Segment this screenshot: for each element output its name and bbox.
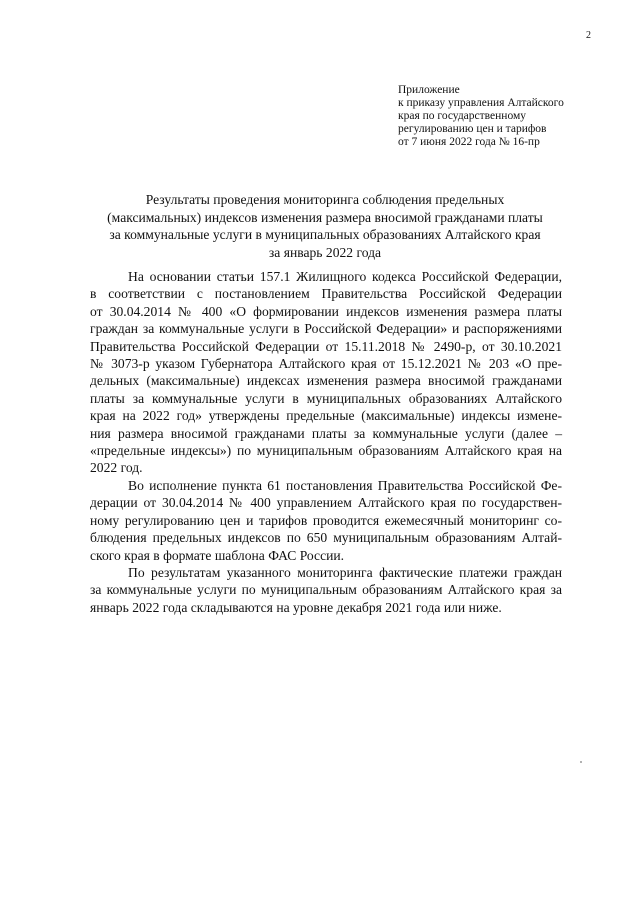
appendix-line: Приложение bbox=[398, 84, 460, 96]
text-line: платы за коммунальные услуги в муниципальных образованиях Алтайского bbox=[90, 390, 562, 406]
text-line: в соответствии с постановлением Правительства Российской Федерации bbox=[90, 286, 562, 302]
text-line: № 3073-р указом Губернатора Алтайского края от 15.12.2021 № 203 «О пре- bbox=[90, 356, 562, 372]
text-line: дельных (максимальные) индексах изменения размера вносимой гражданами bbox=[90, 373, 562, 389]
appendix-header bbox=[398, 84, 618, 149]
text-line: январь 2022 года складываются на уровне декабря 2021 года или ниже. bbox=[90, 599, 502, 615]
document-body bbox=[90, 268, 562, 616]
title-line: за коммунальные услуги в муниципальных образованиях Алтайского края bbox=[109, 227, 541, 242]
text-line: 2022 год. bbox=[90, 460, 143, 476]
paragraph-monitoring bbox=[90, 477, 562, 564]
text-line: за коммунальные услуги по муниципальным образованиям Алтайского края за bbox=[90, 582, 562, 598]
appendix-line: регулированию цен и тарифов bbox=[398, 123, 547, 135]
appendix-line: к приказу управления Алтайского bbox=[398, 97, 564, 109]
text-line: края на 2022 год» утверждены предельные (максимальные) индексы измене- bbox=[90, 408, 562, 424]
appendix-line: от 7 июня 2022 года № 16-пр bbox=[398, 136, 540, 148]
scan-speck bbox=[580, 761, 582, 763]
text-line: На основании статьи 157.1 Жилищного кодекса Российской Федерации, bbox=[128, 269, 562, 284]
text-line: граждан за коммунальные услуги в Российской Федерации» и распоряжениями bbox=[90, 321, 562, 337]
text-line: «предельные индексы») по муниципальным образованиям Алтайского края на bbox=[90, 443, 562, 459]
text-line: По результатам указанного мониторинга фактические платежи граждан bbox=[128, 564, 562, 580]
paragraph-legal-basis bbox=[90, 268, 562, 477]
title-line: (максимальных) индексов изменения размера вносимой гражданами платы bbox=[107, 209, 543, 225]
document-title bbox=[88, 191, 562, 261]
text-line: Во исполнение пункта 61 постановления Правительства Российской Фе- bbox=[128, 477, 562, 493]
text-line: от 30.04.2014 № 400 «О формировании индексов изменения размера платы bbox=[90, 303, 562, 319]
title-line: за январь 2022 года bbox=[268, 244, 382, 260]
text-line: ния размера вносимой гражданами платы за коммунальные услуги (далее – bbox=[90, 425, 562, 441]
title-line: Результаты проведения мониторинга соблюдения предельных bbox=[145, 192, 505, 207]
text-line: блюдения предельных индексов по 650 муниципальным образованиям Алтай- bbox=[90, 530, 562, 546]
text-line: ному регулированию цен и тарифов проводится ежемесячный мониторинг со- bbox=[90, 512, 562, 528]
text-line: Правительства Российской Федерации от 15.11.2018 № 2490-р, от 30.10.2021 bbox=[90, 338, 562, 354]
text-line: ского края в формате шаблона ФАС России. bbox=[90, 547, 345, 563]
text-line: дерации от 30.04.2014 № 400 управлением Алтайского края по государствен- bbox=[90, 495, 562, 511]
page-number: 2 bbox=[586, 30, 591, 41]
paragraph-results bbox=[90, 564, 562, 616]
appendix-line: края по государственному bbox=[398, 110, 526, 122]
